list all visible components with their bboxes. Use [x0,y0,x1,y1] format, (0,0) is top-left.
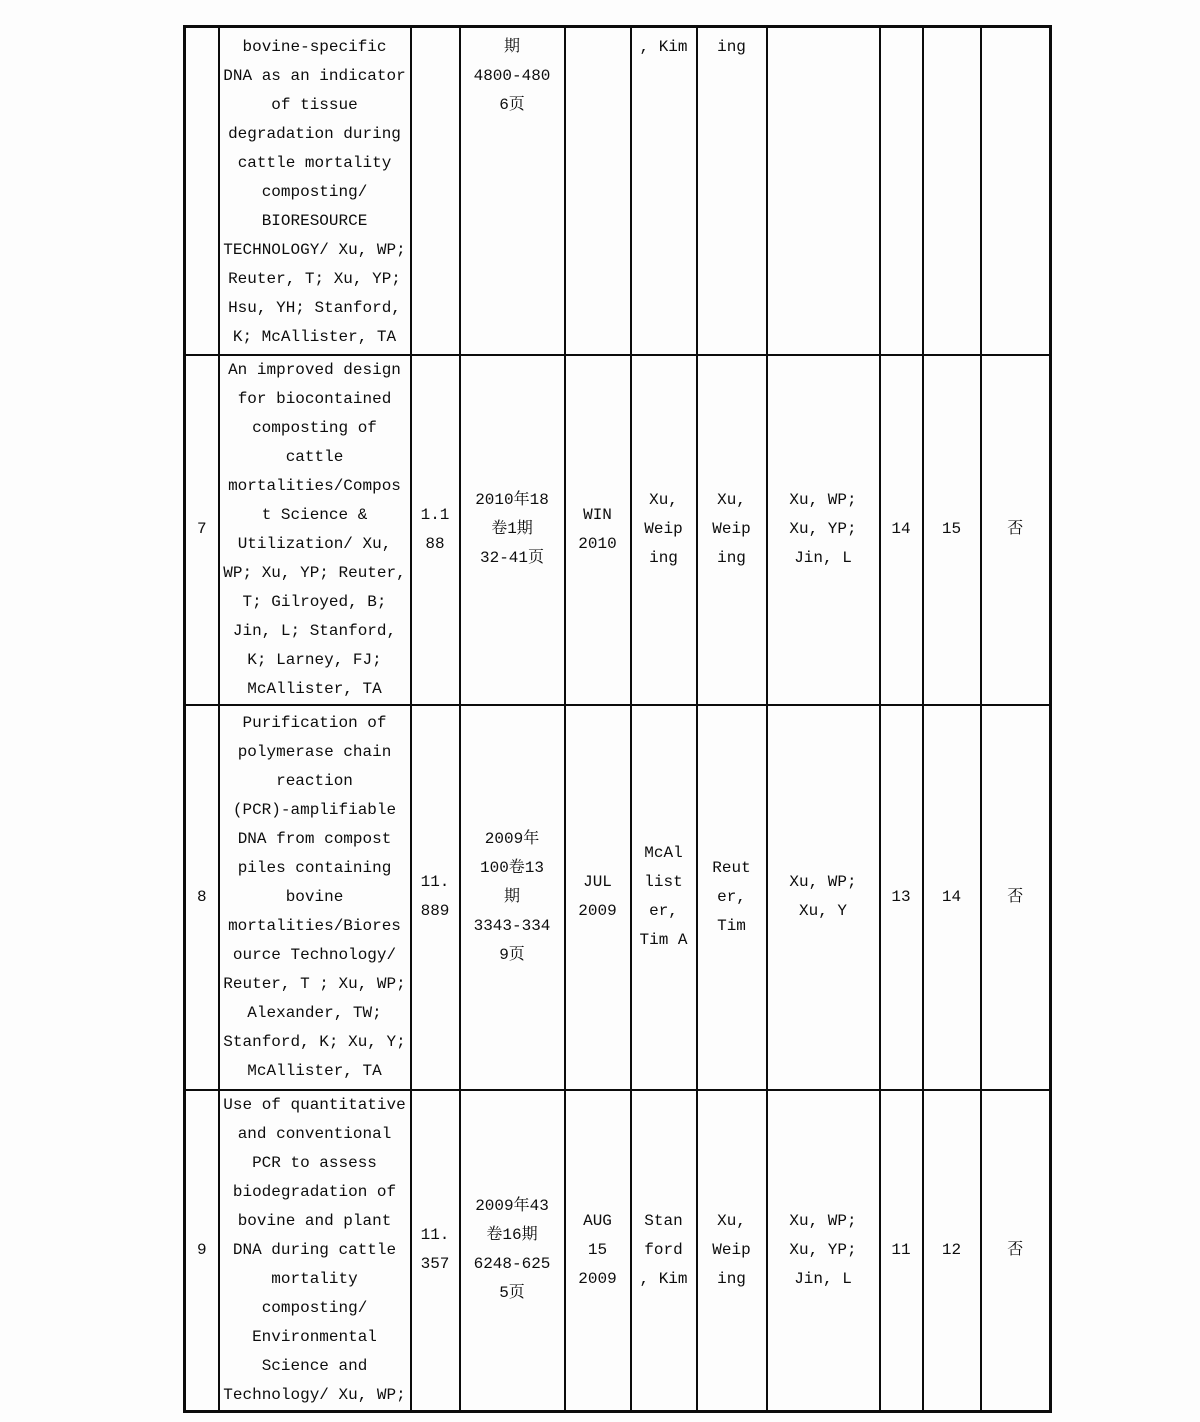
cell-year-volume-issue-pages: 期 4800-480 6页 [460,27,565,355]
cell-impact-factor: 11. 357 [411,1090,460,1412]
cell-publication-date: JUL 2009 [565,705,631,1090]
cell-count-a: 14 [880,355,923,705]
cell-title-journal-authors: bovine-specific DNA as an indicator of tissue degradation during cattle mortality composting/ BIORESOURCE TECHNOLOGY/ Xu, WP; Reuter, T; Xu, YP; Hsu, YH; Stanford, K; McAllister, TA [219,27,411,355]
cell-flag: 否 [981,355,1051,705]
publication-row-8 [185,705,1051,1090]
cell-flag: 否 [981,1090,1051,1412]
cell-author-b: Xu, Weip ing [697,1090,767,1412]
publications-table [183,25,1052,1413]
cell-title-journal-authors: Use of quantitative and conventional PCR to assess biodegradation of bovine and plant DNA during cattle mortality composting/ Environmental Science and Technology/ Xu, WP; [219,1090,411,1412]
cell-author-b: Xu, Weip ing [697,355,767,705]
cell-publication-date: WIN 2010 [565,355,631,705]
cell-author-a: , Kim [631,27,697,355]
publication-row-9 [185,1090,1051,1412]
cell-author-a: Stan ford , Kim [631,1090,697,1412]
cell-flag [981,27,1051,355]
cell-count-b: 15 [923,355,981,705]
cell-count-b: 12 [923,1090,981,1412]
cell-impact-factor [411,27,460,355]
cell-other-authors: Xu, WP; Xu, YP; Jin, L [767,1090,880,1412]
cell-count-b [923,27,981,355]
cell-year-volume-issue-pages: 2010年18 卷1期 32-41页 [460,355,565,705]
cell-year-volume-issue-pages: 2009年43 卷16期 6248-625 5页 [460,1090,565,1412]
cell-index: 9 [185,1090,219,1412]
cell-count-b: 14 [923,705,981,1090]
cell-flag: 否 [981,705,1051,1090]
cell-author-a: Xu, Weip ing [631,355,697,705]
cell-count-a [880,27,923,355]
cell-author-a: McAl list er, Tim A [631,705,697,1090]
cell-count-a: 13 [880,705,923,1090]
cell-title-journal-authors: Purification of polymerase chain reaction (PCR)-amplifiable DNA from compost piles containing bovine mortalities/Biores ource Technology/ Reuter, T ; Xu, WP; Alexander, TW; Stanford, K; Xu, Y; McAllister, TA [219,705,411,1090]
cell-year-volume-issue-pages: 2009年 100卷13 期 3343-334 9页 [460,705,565,1090]
publication-row-6-continued [185,27,1051,355]
cell-other-authors: Xu, WP; Xu, Y [767,705,880,1090]
publication-row-7 [185,355,1051,705]
cell-other-authors [767,27,880,355]
cell-index [185,27,219,355]
cell-author-b: ing [697,27,767,355]
cell-publication-date [565,27,631,355]
cell-impact-factor: 1.1 88 [411,355,460,705]
cell-impact-factor: 11. 889 [411,705,460,1090]
cell-count-a: 11 [880,1090,923,1412]
cell-other-authors: Xu, WP; Xu, YP; Jin, L [767,355,880,705]
cell-index: 7 [185,355,219,705]
cell-author-b: Reut er, Tim [697,705,767,1090]
cell-index: 8 [185,705,219,1090]
cell-publication-date: AUG 15 2009 [565,1090,631,1412]
cell-title-journal-authors: An improved design for biocontained composting of cattle mortalities/Compos t Science & Utilization/ Xu, WP; Xu, YP; Reuter, T; Gilroyed, B; Jin, L; Stanford, K; Larney, FJ; McAllister, TA [219,355,411,705]
